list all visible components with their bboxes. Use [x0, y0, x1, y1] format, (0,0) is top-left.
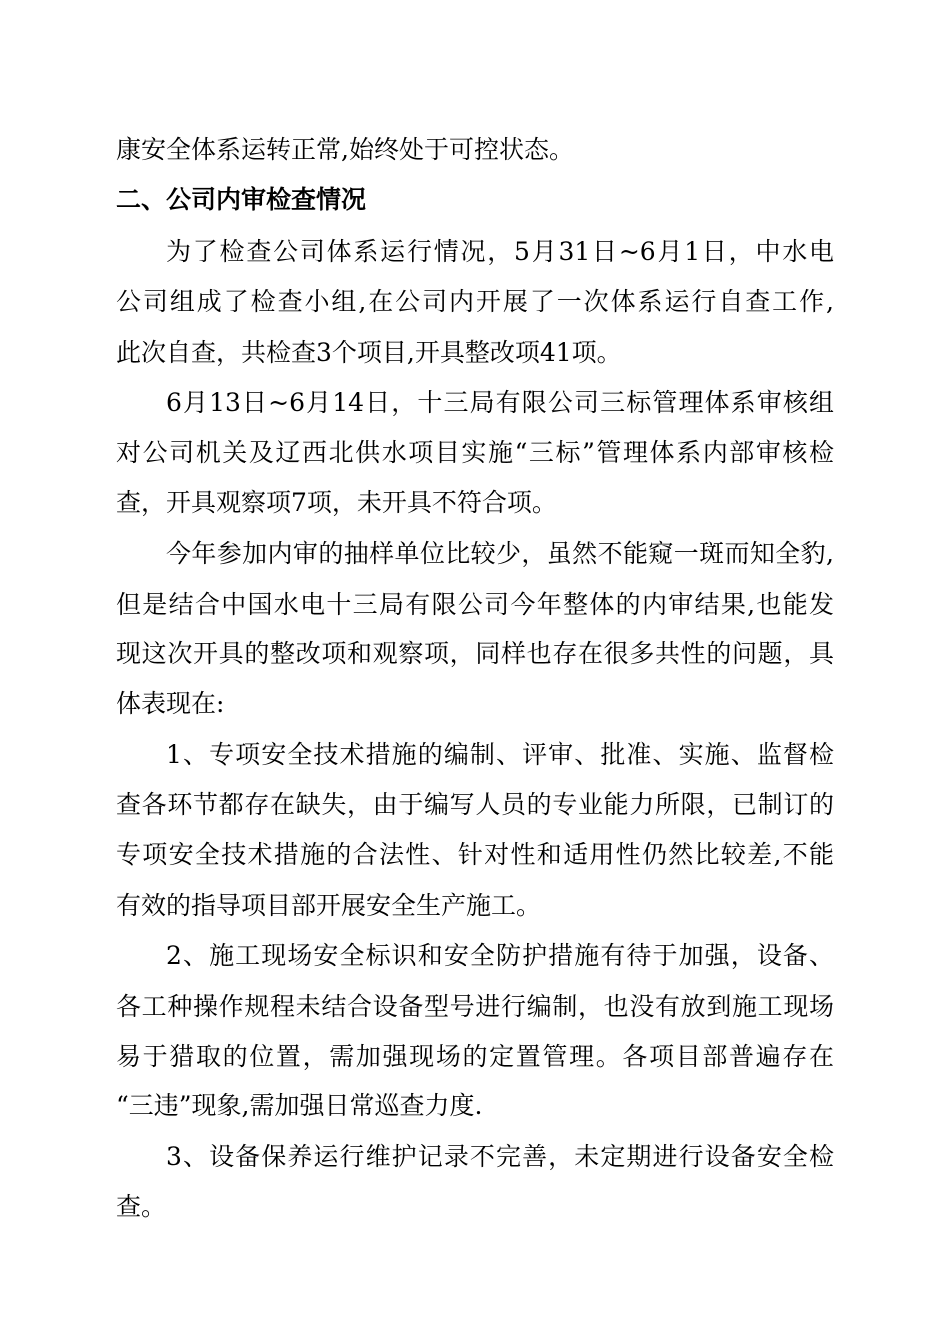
paragraph-line-10: 但是结合中国水电十三局有限公司今年整体的内审结果,也能发 — [116, 590, 834, 619]
section-heading: 二、公司内审检查情况 — [116, 185, 367, 214]
paragraph-line-16: 有效的指导项目部开展安全生产施工。 — [116, 891, 542, 920]
paragraph-line-15: 专项安全技术措施的合法性、针对性和适用性仍然比较差,不能 — [116, 840, 834, 869]
paragraph-line-3: 为了检查公司体系运行情况，5月31日~6月1日，中水电 — [166, 237, 834, 266]
paragraph-line-6: 6月13日~6月14日，十三局有限公司三标管理体系审核组 — [166, 388, 834, 417]
paragraph-line-4: 公司组成了检查小组,在公司内开展了一次体系运行自查工作, — [116, 287, 834, 316]
paragraph-line-21: 3、设备保养运行维护记录不完善，未定期进行设备安全检 — [166, 1142, 834, 1171]
paragraph-line-17: 2、施工现场安全标识和安全防护措施有待于加强，设备、 — [166, 941, 834, 970]
paragraph-line-11: 现这次开具的整改项和观察项，同样也存在很多共性的问题，具 — [116, 639, 834, 668]
paragraph-line-9: 今年参加内审的抽样单位比较少，虽然不能窥一斑而知全豹, — [166, 539, 834, 568]
paragraph-line-5: 此次自查，共检查3个项目,开具整改项41项。 — [116, 338, 622, 367]
paragraph-line-7: 对公司机关及辽西北供水项目实施“三标”管理体系内部审核检 — [116, 438, 834, 467]
paragraph-line-12: 体表现在: — [116, 689, 225, 718]
paragraph-line-14: 查各环节都存在缺失，由于编写人员的专业能力所限，已制订的 — [116, 790, 834, 819]
paragraph-line-13: 1、专项安全技术措施的编制、评审、批准、实施、监督检 — [166, 740, 834, 769]
paragraph-line-1: 康安全体系运转正常,始终处于可控状态。 — [116, 135, 574, 164]
paragraph-line-19: 易于猎取的位置，需加强现场的定置管理。各项目部普遍存在 — [116, 1042, 834, 1071]
paragraph-line-20: “三违”现象,需加强日常巡查力度. — [116, 1091, 483, 1120]
paragraph-line-22: 查。 — [116, 1192, 167, 1221]
paragraph-line-8: 查，开具观察项7项，未开具不符合项。 — [116, 488, 557, 517]
paragraph-line-18: 各工种操作规程未结合设备型号进行编制，也没有放到施工现场 — [116, 992, 834, 1021]
